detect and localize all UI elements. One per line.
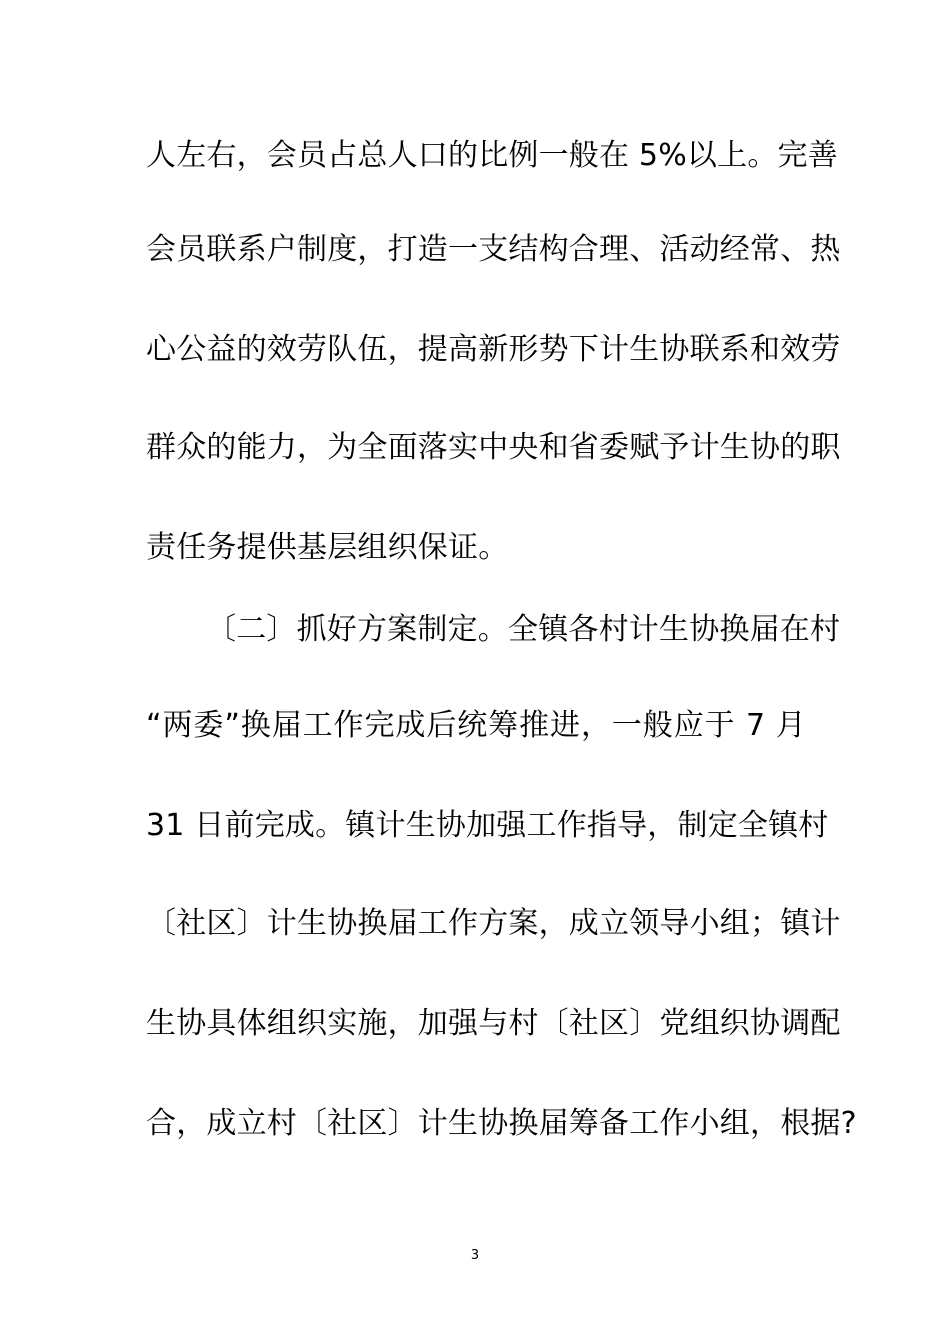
body-text-line: 生协具体组织实施，加强与村〔社区〕党组织协调配 (146, 1006, 841, 1041)
body-text-line: 合，成立村〔社区〕计生协换届筹备工作小组，根据? (146, 1106, 857, 1141)
body-text-line: 31 日前完成。镇计生协加强工作指导，制定全镇村 (146, 808, 829, 843)
body-text-line: 会员联系户制度，打造一支结构合理、活动经常、热 (146, 232, 841, 267)
body-text-line: 心公益的效劳队伍，提高新形势下计生协联系和效劳 (146, 332, 841, 367)
section-heading-line: 〔二〕抓好方案制定。全镇各村计生协换届在村 (206, 612, 841, 647)
body-text-line: 人左右，会员占总人口的比例一般在 5%以上。完善 (146, 138, 838, 173)
body-text-line: 责任务提供基层组织保证。 (146, 530, 509, 565)
page-number: 3 (470, 1248, 480, 1263)
body-text-line: “两委”换届工作完成后统筹推进，一般应于 7 月 (146, 708, 806, 743)
body-text-line: 群众的能力，为全面落实中央和省委赋予计生协的职 (146, 430, 841, 465)
body-text-line: 〔社区〕计生协换届工作方案，成立领导小组；镇计 (146, 906, 841, 941)
